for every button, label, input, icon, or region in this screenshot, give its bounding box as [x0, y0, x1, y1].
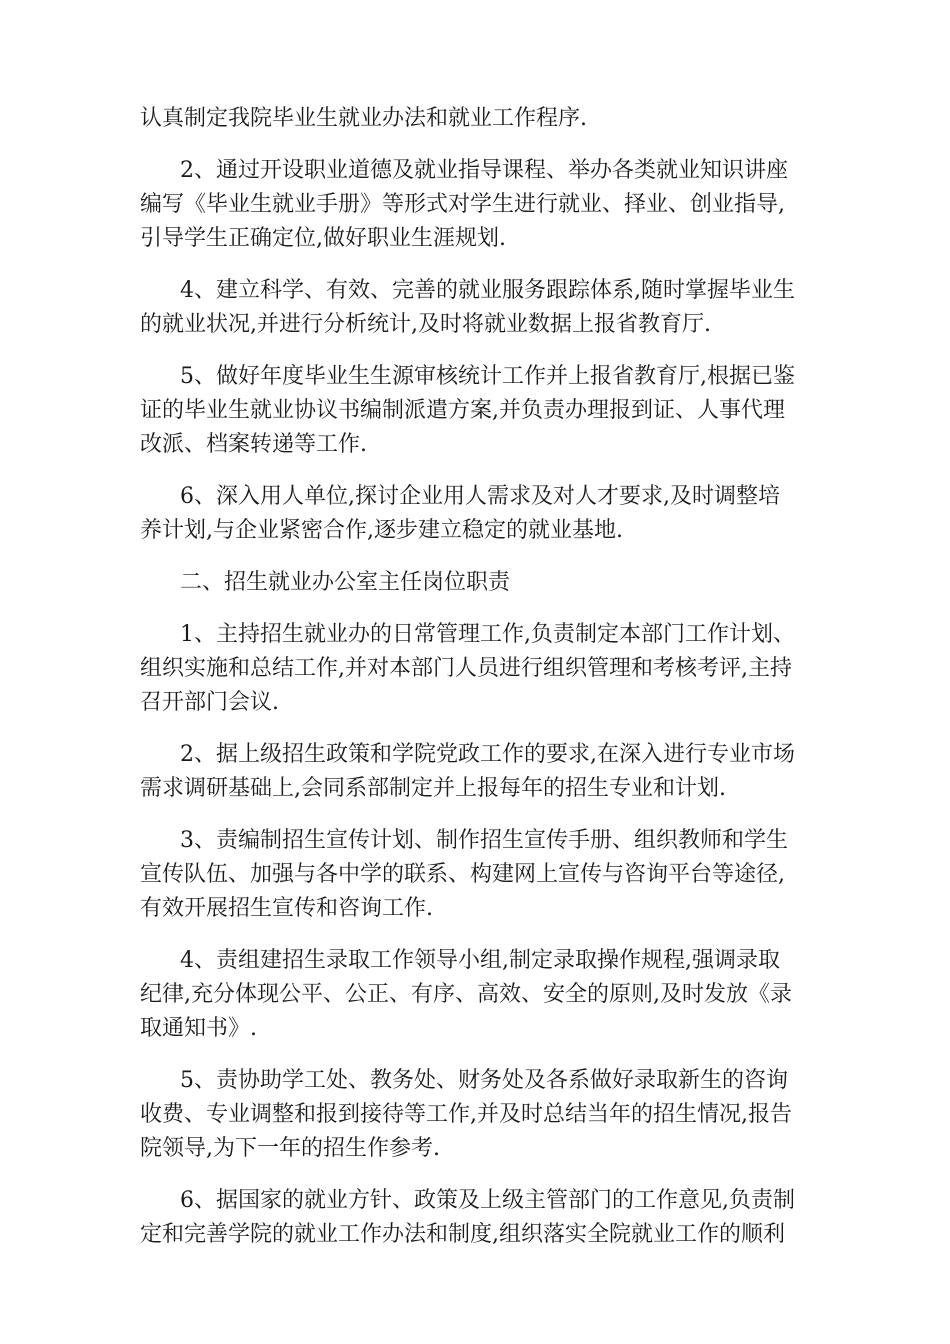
text-line: 宣传队伍、加强与各中学的联系、构建网上宣传与咨询平台等途径,	[140, 862, 785, 887]
text-line: 6、深入用人单位,探讨企业用人需求及对人才要求,及时调整培	[180, 484, 780, 509]
text-line: 4、建立科学、有效、完善的就业服务跟踪体系,随时掌握毕业生	[180, 278, 795, 303]
text-line: 需求调研基础上,会同系部制定并上报每年的招生专业和计划.	[140, 776, 726, 801]
text-line: 取通知书》.	[140, 1016, 257, 1041]
text-line: 1、主持招生就业办的日常管理工作,负责制定本部门工作计划、	[180, 622, 795, 647]
paragraph	[140, 1064, 820, 1166]
text-line: 5、责协助学工处、教务处、财务处及各系做好录取新生的咨询	[180, 1068, 788, 1093]
text-line: 6、据国家的就业方针、政策及上级主管部门的工作意见,负责制	[180, 1188, 795, 1213]
text-line: 纪律,充分体现公平、公正、有序、高效、安全的原则,及时发放《录	[140, 982, 792, 1007]
text-line: 二、招生就业办公室主任岗位职责	[180, 570, 511, 595]
paragraph	[140, 824, 820, 926]
paragraph	[140, 1184, 820, 1252]
paragraph	[140, 102, 820, 136]
text-line: 5、做好年度毕业生生源审核统计工作并上报省教育厅,根据已鉴	[180, 364, 795, 389]
text-line: 的就业状况,并进行分析统计,及时将就业数据上报省教育厅.	[140, 312, 711, 337]
text-line: 召开部门会议.	[140, 690, 279, 715]
text-line: 2、据上级招生政策和学院党政工作的要求,在深入进行专业市场	[180, 742, 795, 767]
text-line: 4、责组建招生录取工作领导小组,制定录取操作规程,强调录取	[180, 948, 780, 973]
paragraph	[140, 360, 820, 462]
paragraph	[140, 566, 820, 600]
text-line: 3、责编制招生宣传计划、制作招生宣传手册、组织教师和学生	[180, 828, 788, 853]
paragraph	[140, 618, 820, 720]
text-line: 养计划,与企业紧密合作,逐步建立稳定的就业基地.	[140, 518, 623, 543]
document-body	[140, 102, 820, 1270]
text-line: 院领导,为下一年的招生作参考.	[140, 1136, 440, 1161]
paragraph	[140, 154, 820, 256]
paragraph	[140, 480, 820, 548]
text-line: 证的毕业生就业协议书编制派遣方案,并负责办理报到证、人事代理	[140, 398, 785, 423]
text-line: 收费、专业调整和报到接待等工作,并及时总结当年的招生情况,报告	[140, 1102, 792, 1127]
paragraph	[140, 738, 820, 806]
text-line: 改派、档案转递等工作.	[140, 432, 367, 457]
text-line: 编写《毕业生就业手册》等形式对学生进行就业、择业、创业指导,	[140, 192, 785, 217]
text-line: 有效开展招生宣传和咨询工作.	[140, 896, 433, 921]
paragraph	[140, 274, 820, 342]
text-line: 认真制定我院毕业生就业办法和就业工作程序.	[140, 106, 587, 131]
paragraph	[140, 944, 820, 1046]
text-line: 组织实施和总结工作,并对本部门人员进行组织管理和考核考评,主持	[140, 656, 792, 681]
text-line: 2、通过开设职业道德及就业指导课程、举办各类就业知识讲座	[180, 158, 788, 183]
text-line: 引导学生正确定位,做好职业生涯规划.	[140, 226, 506, 251]
text-line: 定和完善学院的就业工作办法和制度,组织落实全院就业工作的顺利	[140, 1222, 785, 1247]
